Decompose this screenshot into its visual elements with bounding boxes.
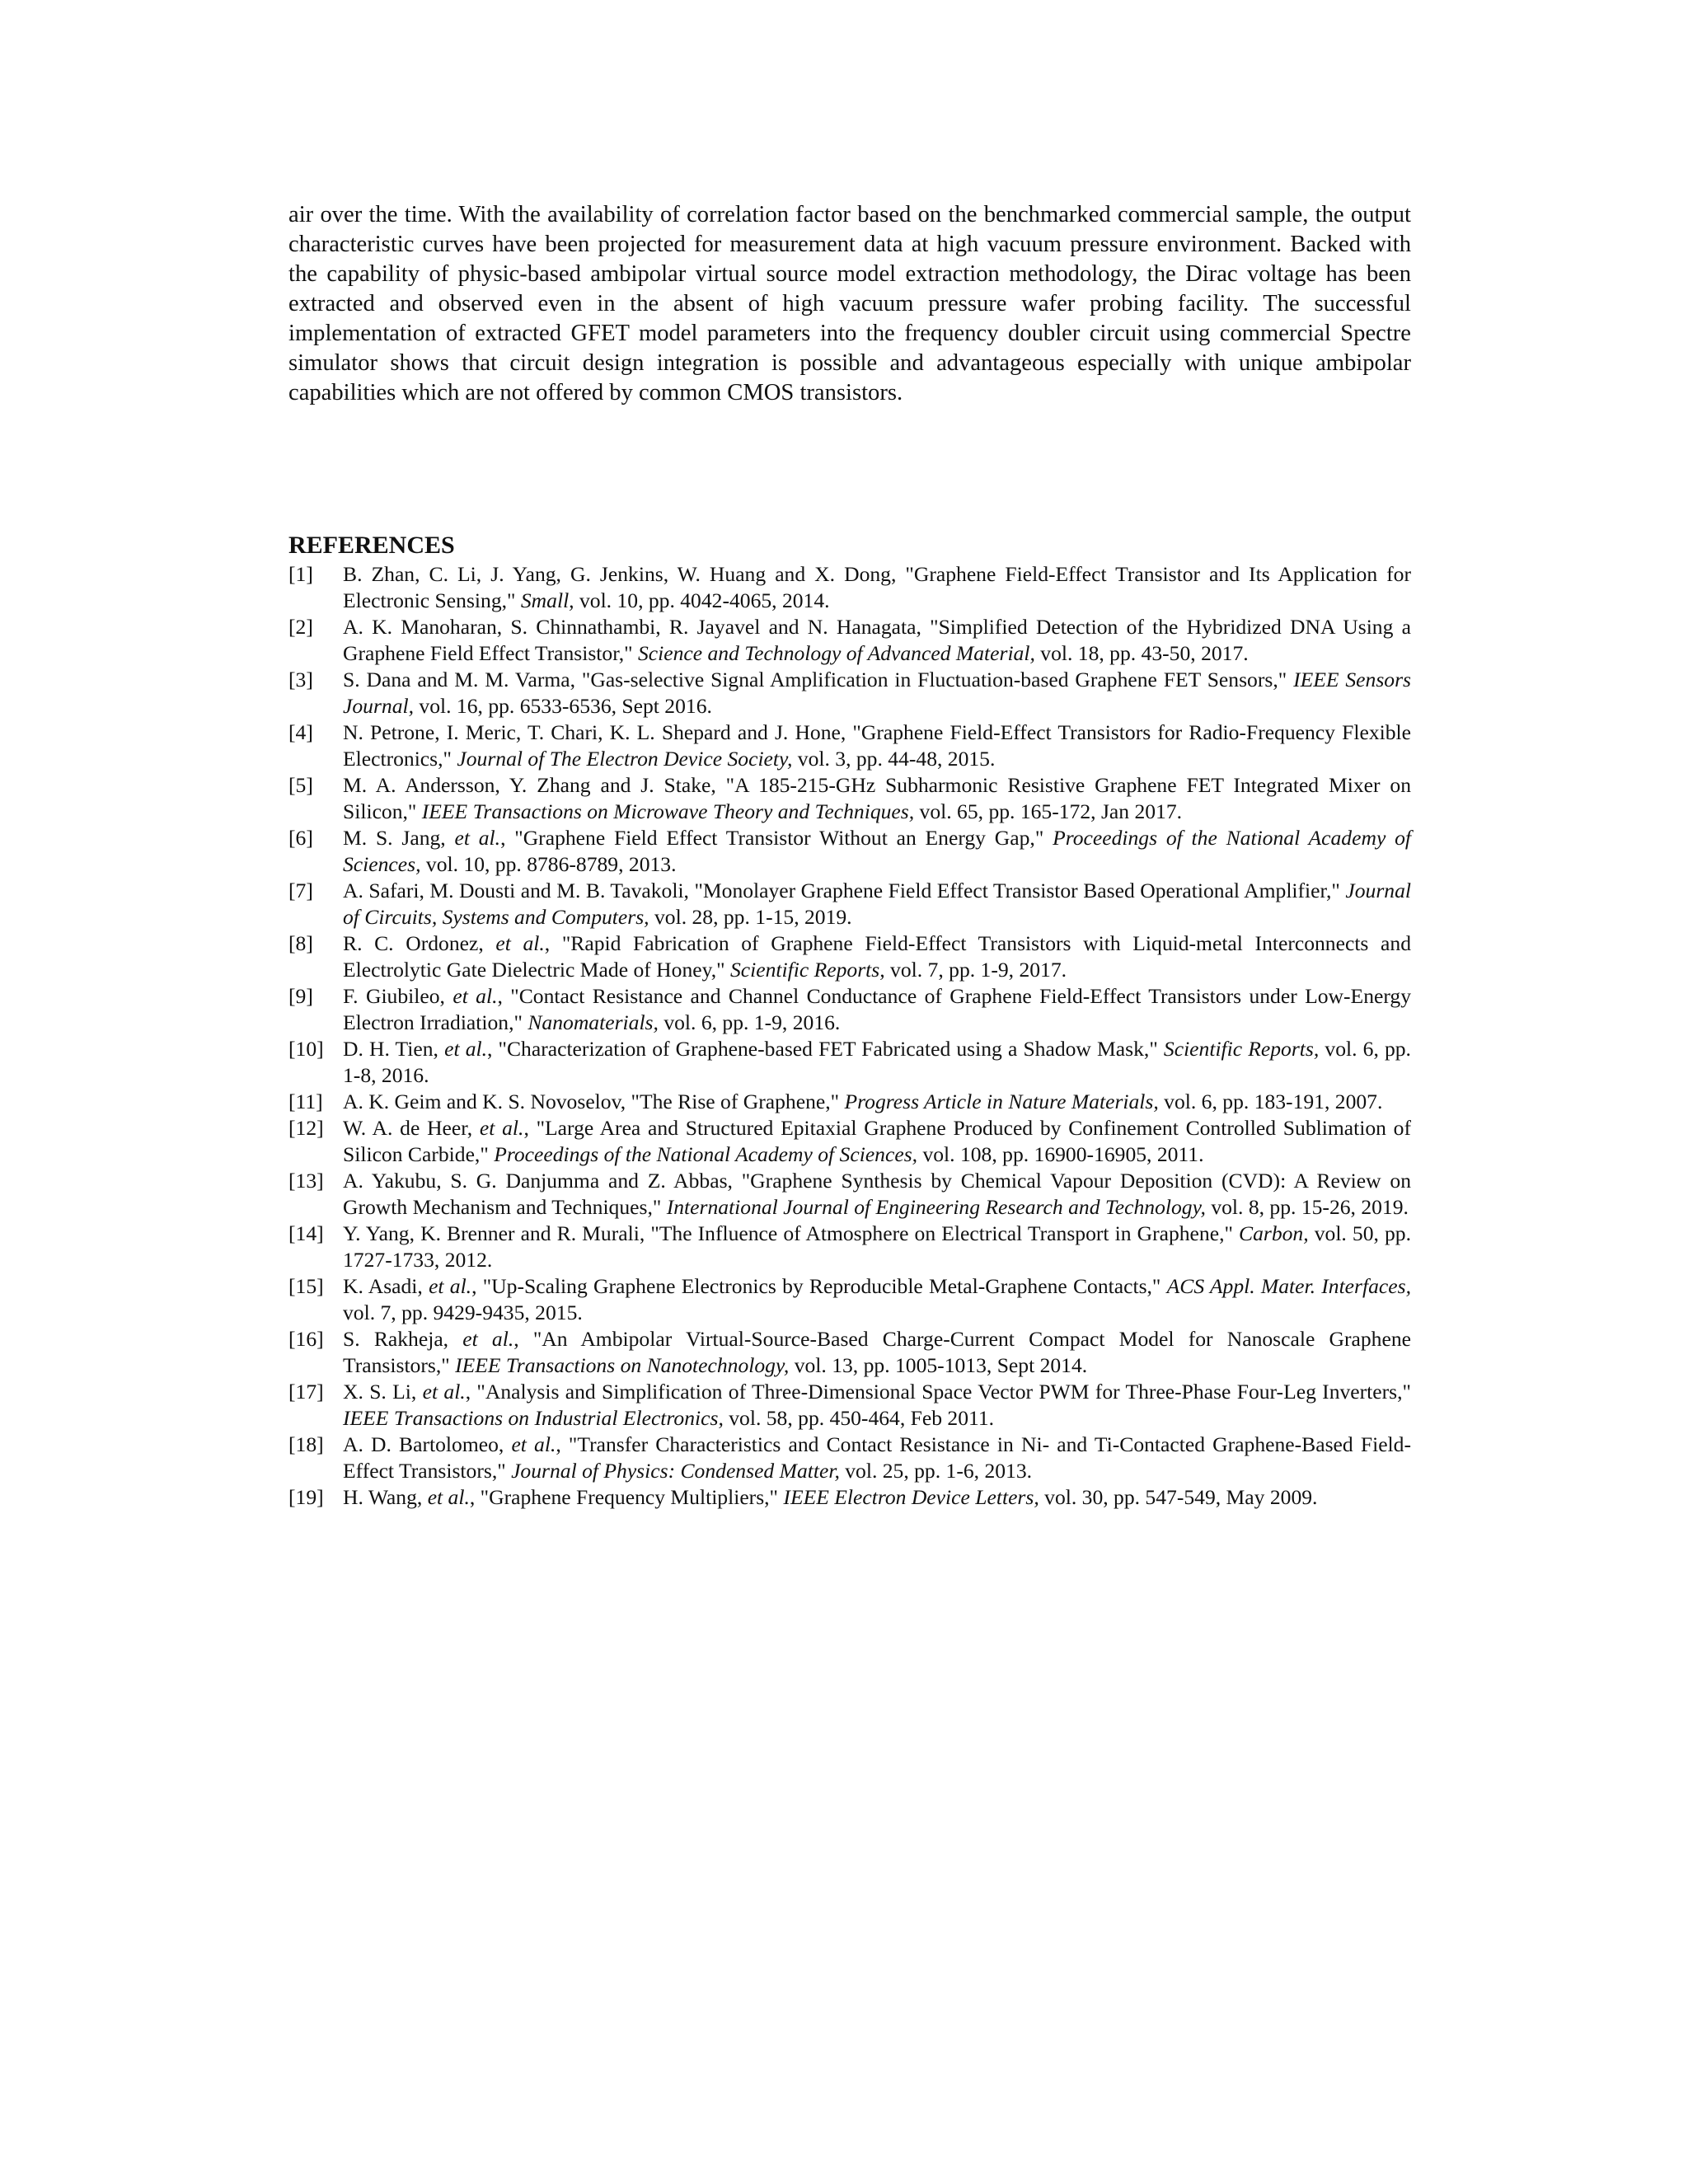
reference-authors-title: B. Zhan, C. Li, J. Yang, G. Jenkins, W. Huang and X. Dong, "Graphene Field-Effect Transistor and Its Application for Electronic Sensing," — [343, 562, 1411, 612]
reference-authors-title: S. Dana and M. M. Varma, "Gas-selective Signal Amplification in Fluctuation-based Graphene FET Sensors," — [343, 668, 1294, 691]
reference-journal: IEEE Electron Device Letters, — [783, 1485, 1039, 1509]
reference-journal: ACS Appl. Mater. Interfaces, — [1166, 1274, 1411, 1298]
reference-number: [16] — [288, 1327, 324, 1351]
reference-item — [288, 719, 1411, 772]
reference-volume-pages: vol. 6, pp. 1-9, 2016. — [658, 1010, 841, 1034]
reference-journal: IEEE Transactions on Microwave Theory and Techniques, — [421, 799, 915, 823]
reference-et-al: et al. — [427, 1485, 470, 1509]
reference-text — [343, 1221, 1411, 1272]
reference-title: , "Up-Scaling Graphene Electronics by Reproducible Metal-Graphene Contacts," — [471, 1274, 1167, 1298]
reference-authors-title: H. Wang, — [343, 1485, 428, 1509]
conclusion-paragraph: air over the time. With the availability of correlation factor based on the benchmarked commercial sample, the output characteristic curves have been projected for measurement data at high vacuum pressure environment. Backed with the capability of physic-based ambipolar virtual source model extraction methodology, the Dirac voltage has been extracted and observed even in the absent of high vacuum pressure wafer probing facility. The successful implementation of extracted GFET model parameters into the frequency doubler circuit using commercial Spectre simulator shows that circuit design integration is possible and advantageous especially with unique ambipolar capabilities which are not offered by common CMOS transistors. — [288, 202, 1411, 405]
reference-title: , "Rapid Fabrication of Graphene Field-Effect Transistors with Liquid-metal Interconnects and Electrolytic Gate Dielectric Made of Honey," — [343, 931, 1411, 982]
reference-text — [343, 879, 1411, 929]
reference-item — [288, 878, 1411, 930]
reference-item — [288, 1432, 1411, 1484]
reference-volume-pages: vol. 10, pp. 8786-8789, 2013. — [420, 852, 677, 876]
reference-title: , "Graphene Field Effect Transistor Without an Energy Gap," — [500, 826, 1053, 850]
reference-volume-pages: vol. 3, pp. 44-48, 2015. — [792, 747, 996, 771]
reference-et-al: et al. — [454, 826, 501, 850]
reference-title: , "Transfer Characteristics and Contact Resistance in Ni- and Ti-Contacted Graphene-Based Field-Effect Transistors," — [343, 1432, 1411, 1483]
reference-title: , "Analysis and Simplification of Three-Dimensional Space Vector PWM for Three-Phase Four-Leg Inverters," — [465, 1380, 1411, 1404]
reference-et-al: et al. — [511, 1432, 556, 1456]
reference-journal: Carbon, — [1239, 1221, 1309, 1245]
reference-volume-pages: vol. 7, pp. 9429-9435, 2015. — [343, 1301, 583, 1324]
reference-number: [17] — [288, 1380, 324, 1404]
reference-item — [288, 1115, 1411, 1168]
reference-journal: Nanomaterials, — [528, 1010, 659, 1034]
reference-journal: Proceedings of the National Academy of Sciences, — [494, 1142, 918, 1166]
reference-authors-title: F. Giubileo, — [343, 984, 453, 1008]
reference-item — [288, 1221, 1411, 1273]
reference-text — [343, 615, 1411, 665]
document-page — [288, 200, 1411, 1511]
reference-number: [13] — [288, 1169, 324, 1193]
reference-number: [4] — [288, 720, 313, 744]
reference-text — [343, 1432, 1411, 1483]
reference-title: , "Contact Resistance and Channel Conductance of Graphene Field-Effect Transistors under Low-Energy Electron Irradiation," — [343, 984, 1412, 1034]
reference-journal: IEEE Sensors Journal, — [343, 668, 1411, 718]
reference-authors-title: M. A. Andersson, Y. Zhang and J. Stake, "A 185-215-GHz Subharmonic Resistive Graphene FET Integrated Mixer on Silicon," — [343, 773, 1411, 823]
reference-authors-title: R. C. Ordonez, — [343, 931, 496, 955]
reference-volume-pages: vol. 58, pp. 450-464, Feb 2011. — [723, 1406, 995, 1430]
reference-authors-title: S. Rakheja, — [343, 1327, 463, 1351]
reference-journal: Science and Technology of Advanced Material, — [637, 641, 1035, 665]
reference-text — [343, 1485, 1317, 1509]
reference-authors-title: A. Safari, M. Dousti and M. B. Tavakoli, "Monolayer Graphene Field Effect Transistor Based Operational Amplifier," — [343, 879, 1346, 902]
reference-item — [288, 667, 1411, 719]
reference-volume-pages: vol. 6, pp. 183-191, 2007. — [1158, 1090, 1383, 1113]
reference-number: [10] — [288, 1037, 324, 1061]
reference-journal: Journal of Circuits, Systems and Computers, — [343, 879, 1411, 929]
reference-item — [288, 561, 1411, 614]
reference-authors-title: A. K. Geim and K. S. Novoselov, "The Rise of Graphene," — [343, 1090, 845, 1113]
reference-volume-pages: vol. 65, pp. 165-172, Jan 2017. — [914, 799, 1183, 823]
reference-et-al: et al. — [452, 984, 498, 1008]
reference-text — [343, 720, 1411, 771]
reference-item — [288, 1484, 1411, 1511]
reference-number: [8] — [288, 931, 313, 955]
reference-text — [343, 1116, 1411, 1166]
reference-volume-pages: vol. 50, pp. 1727-1733, 2012. — [343, 1221, 1411, 1272]
reference-number: [1] — [288, 562, 313, 586]
reference-number: [7] — [288, 879, 313, 902]
reference-volume-pages: vol. 25, pp. 1-6, 2013. — [839, 1459, 1033, 1483]
reference-number: [3] — [288, 668, 313, 691]
references-heading: REFERENCES — [288, 532, 455, 559]
reference-authors-title: A. Yakubu, S. G. Danjumma and Z. Abbas, "Graphene Synthesis by Chemical Vapour Deposition (CVD): A Review on Growth Mechanism and Techniques," — [343, 1169, 1411, 1219]
reference-et-al: et al. — [479, 1116, 524, 1140]
reference-text — [343, 668, 1411, 718]
reference-authors-title: D. H. Tien, — [343, 1037, 445, 1061]
reference-journal: Proceedings of the National Academy of Sciences, — [343, 826, 1411, 876]
reference-number: [6] — [288, 826, 313, 850]
reference-item — [288, 1036, 1411, 1089]
reference-volume-pages: vol. 108, pp. 16900-16905, 2011. — [917, 1142, 1204, 1166]
reference-volume-pages: vol. 8, pp. 15-26, 2019. — [1205, 1195, 1409, 1219]
reference-volume-pages: vol. 30, pp. 547-549, May 2009. — [1039, 1485, 1318, 1509]
reference-et-al: et al. — [422, 1380, 466, 1404]
reference-item — [288, 1089, 1411, 1115]
reference-number: [12] — [288, 1116, 324, 1140]
reference-authors-title: M. S. Jang, — [343, 826, 455, 850]
reference-authors-title: X. S. Li, — [343, 1380, 423, 1404]
reference-text — [343, 984, 1411, 1034]
reference-title: , "Large Area and Structured Epitaxial Graphene Produced by Confinement Controlled Sublimation of Silicon Carbide," — [343, 1116, 1411, 1166]
reference-item — [288, 825, 1411, 878]
reference-text — [343, 1274, 1411, 1324]
reference-et-al: et al. — [429, 1274, 472, 1298]
reference-text — [343, 1090, 1382, 1113]
reference-item — [288, 772, 1411, 825]
reference-authors-title: W. A. de Heer, — [343, 1116, 480, 1140]
reference-number: [19] — [288, 1485, 324, 1509]
reference-title: , "Graphene Frequency Multipliers," — [469, 1485, 784, 1509]
reference-volume-pages: vol. 18, pp. 43-50, 2017. — [1034, 641, 1249, 665]
reference-number: [9] — [288, 984, 313, 1008]
reference-text — [343, 562, 1411, 612]
reference-text — [343, 1037, 1411, 1087]
reference-number: [2] — [288, 615, 313, 639]
reference-journal: Journal of Physics: Condensed Matter, — [511, 1459, 840, 1483]
reference-title: , "An Ambipolar Virtual-Source-Based Charge-Current Compact Model for Nanoscale Graphene Transistors," — [343, 1327, 1411, 1377]
reference-text — [343, 931, 1411, 982]
reference-number: [15] — [288, 1274, 324, 1298]
reference-volume-pages: vol. 28, pp. 1-15, 2019. — [649, 905, 852, 929]
reference-text — [343, 1380, 1411, 1430]
reference-journal: IEEE Transactions on Industrial Electronics, — [343, 1406, 724, 1430]
reference-authors-title: K. Asadi, — [343, 1274, 429, 1298]
reference-list — [288, 561, 1411, 1511]
reference-item — [288, 1273, 1411, 1326]
reference-et-al: et al. — [462, 1327, 514, 1351]
reference-number: [11] — [288, 1090, 323, 1113]
reference-item — [288, 1168, 1411, 1221]
reference-journal: Small, — [520, 588, 574, 612]
reference-volume-pages: vol. 7, pp. 1-9, 2017. — [884, 958, 1067, 982]
reference-item — [288, 930, 1411, 983]
reference-authors-title: A. D. Bartolomeo, — [343, 1432, 512, 1456]
reference-item — [288, 1326, 1411, 1379]
reference-et-al: et al. — [444, 1037, 487, 1061]
reference-title: , "Characterization of Graphene-based FET Fabricated using a Shadow Mask," — [487, 1037, 1164, 1061]
reference-authors-title: Y. Yang, K. Brenner and R. Murali, "The Influence of Atmosphere on Electrical Transport in Graphene," — [343, 1221, 1240, 1245]
reference-volume-pages: vol. 10, pp. 4042-4065, 2014. — [574, 588, 830, 612]
reference-journal: Journal of The Electron Device Society, — [457, 747, 793, 771]
reference-number: [5] — [288, 773, 313, 797]
reference-journal: IEEE Transactions on Nanotechnology, — [455, 1353, 790, 1377]
reference-journal: Scientific Reports, — [730, 958, 885, 982]
reference-item — [288, 983, 1411, 1036]
reference-item — [288, 1379, 1411, 1432]
reference-text — [343, 826, 1411, 876]
reference-number: [18] — [288, 1432, 324, 1456]
reference-text — [343, 1327, 1411, 1377]
reference-text — [343, 773, 1411, 823]
reference-volume-pages: vol. 16, pp. 6533-6536, Sept 2016. — [414, 694, 712, 718]
reference-volume-pages: vol. 13, pp. 1005-1013, Sept 2014. — [789, 1353, 1088, 1377]
reference-journal: Progress Article in Nature Materials, — [844, 1090, 1159, 1113]
reference-item — [288, 614, 1411, 667]
reference-journal: Scientific Reports, — [1163, 1037, 1320, 1061]
reference-authors-title: A. K. Manoharan, S. Chinnathambi, R. Jayavel and N. Hanagata, "Simplified Detection of the Hybridized DNA Using a Graphene Field Effect Transistor," — [343, 615, 1411, 665]
reference-number: [14] — [288, 1221, 324, 1245]
reference-text — [343, 1169, 1411, 1219]
reference-volume-pages: vol. 6, pp. 1-8, 2016. — [343, 1037, 1411, 1087]
reference-et-al: et al. — [495, 931, 545, 955]
reference-journal: International Journal of Engineering Research and Technology, — [666, 1195, 1206, 1219]
reference-authors-title: N. Petrone, I. Meric, T. Chari, K. L. Shepard and J. Hone, "Graphene Field-Effect Transistors for Radio-Frequency Flexible Electronics," — [343, 720, 1411, 771]
